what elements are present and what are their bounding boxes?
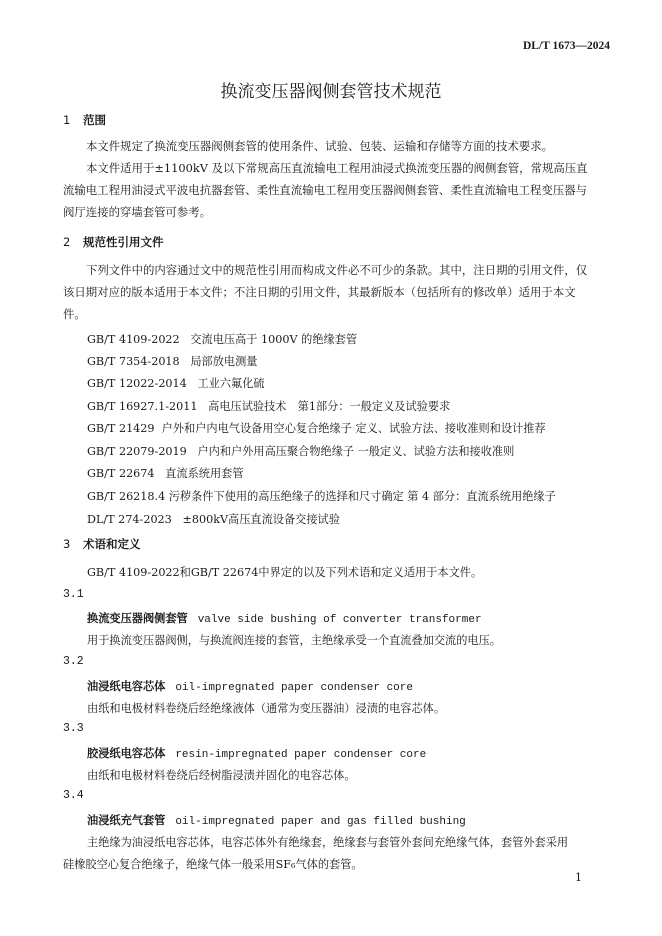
reference-item bbox=[87, 375, 265, 391]
reference-title: ±800kV高压直流设备交接试验 bbox=[182, 513, 340, 526]
reference-item bbox=[87, 353, 257, 369]
reference-item bbox=[87, 331, 357, 347]
reference-title: 户内和户外用高压聚合物绝缘子 一般定义、试验方法和接收准则 bbox=[197, 445, 515, 458]
term-entry bbox=[87, 745, 426, 761]
paragraph: 下列文件中的内容通过文中的规范性引用而构成文件必不可少的条款。其中，注日期的引用文件，仅该日期对应的版本适用于本文件；不注日期的引用文件，其最新版本（包括所有的修改单）适用于本文件。 bbox=[63, 263, 588, 321]
term-english: oil-impregnated paper condenser core bbox=[175, 682, 413, 694]
term-entry bbox=[87, 678, 413, 694]
term-definition: 用于换流变压器阀侧，与换流阀连接的套管，主绝缘承受一个直流叠加交流的电压。 bbox=[87, 634, 501, 647]
reference-code: GB/T 22079-2019 bbox=[87, 445, 187, 458]
reference-title: 污秽条件下使用的高压绝缘子的选择和尺寸确定 第 4 部分：直流系统用绝缘子 bbox=[168, 490, 556, 503]
term-chinese: 换流变压器阀侧套管 bbox=[87, 612, 188, 625]
document-title: 换流变压器阀侧套管技术规范 bbox=[220, 82, 442, 102]
term-chinese: 油浸纸充气套管 bbox=[87, 814, 166, 827]
term-chinese: 胶浸纸电容芯体 bbox=[87, 747, 166, 760]
reference-code: GB/T 12022-2014 bbox=[87, 377, 187, 390]
reference-item bbox=[87, 465, 244, 481]
term-definition: 主绝缘为油浸纸电容芯体，电容芯体外有绝缘套，绝缘套与套管外套间充绝缘气体，套管外套采用 bbox=[87, 836, 569, 849]
reference-title: 局部放电测量 bbox=[190, 355, 258, 368]
reference-item bbox=[87, 511, 340, 527]
reference-code: GB/T 7354-2018 bbox=[87, 355, 180, 368]
page-number: 1 bbox=[575, 871, 582, 884]
reference-title: 户外和户内电气设备用空心复合绝缘子 定义、试验方法、接收准则和设计推荐 bbox=[161, 422, 546, 435]
term-english: oil-impregnated paper and gas filled bushing bbox=[175, 816, 466, 828]
standard-code: DL/T 1673—2024 bbox=[522, 40, 610, 52]
section-1-heading bbox=[63, 112, 106, 128]
section-number: 2 bbox=[63, 235, 71, 249]
term-english: resin-impregnated paper condenser core bbox=[175, 749, 427, 761]
reference-code: DL/T 274-2023 bbox=[87, 513, 172, 526]
reference-title: 直流系统用套管 bbox=[165, 467, 244, 480]
reference-code: GB/T 16927.1-2011 bbox=[87, 400, 198, 413]
term-entry bbox=[87, 812, 466, 828]
reference-code: GB/T 21429 bbox=[87, 422, 155, 435]
section-3-heading bbox=[63, 536, 141, 552]
term-definition: 硅橡胶空心复合绝缘子，绝缘气体一般采用SF₆气体的套管。 bbox=[63, 858, 363, 871]
reference-item bbox=[87, 488, 556, 504]
reference-title: 工业六氟化硫 bbox=[197, 377, 265, 390]
reference-code: GB/T 4109-2022 bbox=[87, 333, 180, 346]
term-chinese: 油浸纸电容芯体 bbox=[87, 680, 166, 693]
term-entry bbox=[87, 610, 482, 626]
paragraph: 本文件规定了换流变压器阀侧套管的使用条件、试验、包装、运输和存储等方面的技术要求。 bbox=[86, 139, 554, 153]
term-definition: 由纸和电极材料卷绕后经树脂浸渍并固化的电容芯体。 bbox=[87, 769, 356, 782]
section-title: 规范性引用文件 bbox=[83, 235, 164, 249]
reference-item bbox=[87, 398, 450, 414]
reference-title: 交流电压高于 1000V 的绝缘套管 bbox=[190, 333, 358, 346]
term-english: valve side bushing of converter transformer bbox=[197, 614, 482, 626]
reference-code: GB/T 26218.4 bbox=[87, 490, 166, 503]
section-number: 1 bbox=[63, 113, 71, 127]
paragraph: 本文件适用于±1100kV 及以下常规高压直流输电工程用油浸式换流变压器的阀侧套管，常规高压直流输电工程用油浸式平波电抗器套管、柔性直流输电工程用变压器阀侧套管、柔性直流输电工程变压器与阀厅连接的穿墙套管可参考。 bbox=[63, 161, 588, 219]
term-number: 3.2 bbox=[63, 655, 84, 668]
reference-title: 高电压试验技术 第1部分：一般定义及试验要求 bbox=[208, 400, 451, 413]
terms-intro: GB/T 4109-2022和GB/T 22674中界定的以及下列术语和定义适用于本文件。 bbox=[87, 566, 483, 579]
term-number: 3.1 bbox=[63, 588, 84, 601]
section-2-heading bbox=[63, 234, 164, 250]
term-definition: 由纸和电极材料卷绕后经绝缘液体（通常为变压器油）浸渍的电容芯体。 bbox=[87, 702, 446, 715]
section-title: 术语和定义 bbox=[83, 537, 141, 551]
reference-item bbox=[87, 443, 514, 459]
term-number: 3.3 bbox=[63, 722, 84, 735]
section-title: 范围 bbox=[83, 113, 106, 127]
reference-code: GB/T 22674 bbox=[87, 467, 155, 480]
reference-item bbox=[87, 420, 546, 436]
term-number: 3.4 bbox=[63, 789, 84, 802]
section-number: 3 bbox=[63, 537, 71, 551]
